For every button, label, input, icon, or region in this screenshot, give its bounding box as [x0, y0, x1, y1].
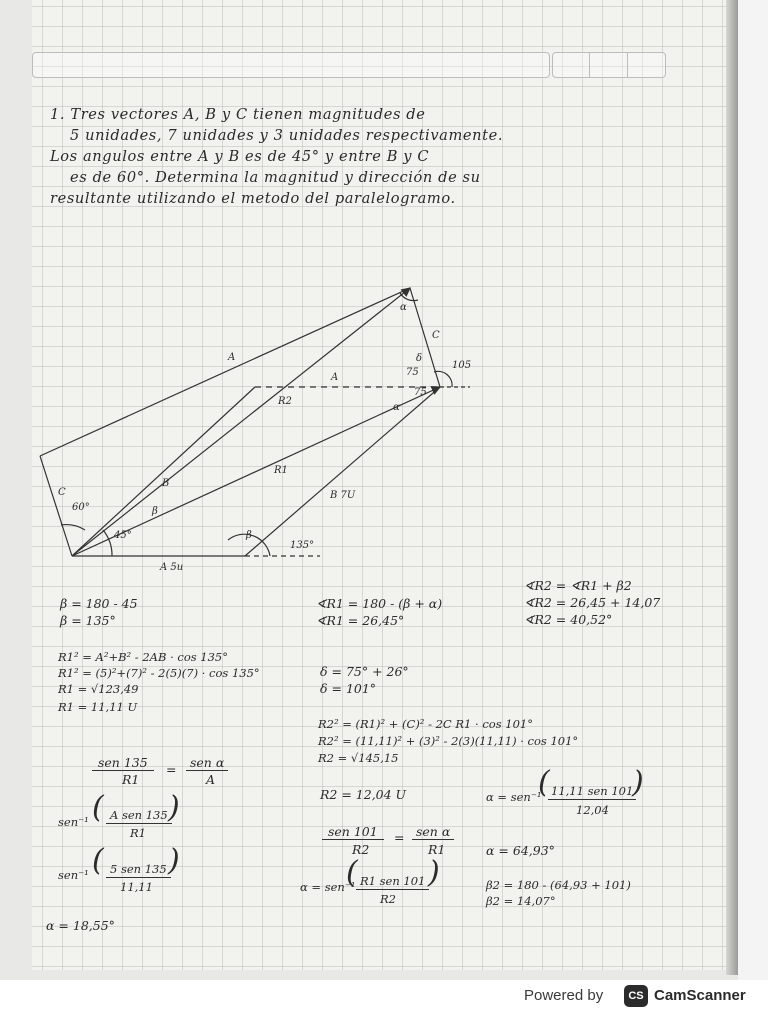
beta-left-label: β — [152, 506, 158, 517]
asin1-num: A sen 135 — [106, 808, 172, 824]
asin3-den: R2 — [380, 892, 396, 906]
r2-eq-1: R2² = (R1)² + (C)² - 2C R1 · cos 101° — [318, 717, 533, 731]
angle-60-label: 60° — [72, 502, 90, 513]
angle-105-label: 105 — [452, 360, 472, 371]
r2-eq-3: R2 = √145,15 — [318, 751, 399, 765]
problem-line: es de 60°. Determina la magnitud y dirección de su — [70, 169, 481, 186]
alpha-mid-label: α — [393, 402, 400, 413]
asin4-den: 12,04 — [576, 803, 609, 817]
r1-eq-3: R1 = √123,49 — [58, 682, 139, 696]
r2-result: R2 = 12,04 U — [320, 787, 407, 802]
angle-r1-eq-1: ∢R1 = 180 - (β + α) — [316, 596, 443, 611]
vector-c-left-label: C — [58, 487, 66, 498]
delta-label: δ — [416, 353, 423, 364]
camscanner-logo-icon: CS — [624, 985, 648, 1007]
r1-eq-2: R1² = (5)²+(7)² - 2(5)(7) · cos 135° — [58, 666, 260, 680]
asin1-paren-close: ) — [168, 790, 180, 825]
problem-line: 5 unidades, 7 unidades y 3 unidades respectivamente. — [70, 127, 504, 144]
asin1-paren-open: ( — [92, 790, 104, 825]
asin3-paren-close: ) — [428, 855, 440, 890]
alpha-top-label: α — [400, 302, 407, 313]
angle-r2-eq-2: ∢R2 = 26,45 + 14,07 — [524, 595, 661, 610]
beta-bottom-label: β — [246, 530, 252, 541]
problem-line: resultante utilizando el metodo del paralelogramo. — [50, 190, 456, 207]
sines2-right-den: R1 — [428, 842, 446, 857]
sines1-right-den: A — [206, 772, 216, 787]
angle-r1-eq-2: ∢R1 = 26,45° — [316, 613, 405, 628]
r1-label: R1 — [274, 465, 288, 476]
asin4-prefix: α = sen⁻¹ — [486, 790, 542, 804]
vector-b-line — [72, 387, 255, 556]
sines2-eq: = — [394, 830, 405, 845]
asin2-paren-open: ( — [92, 843, 104, 878]
r1-eq-1: R1² = A²+B² - 2AB · cos 135° — [58, 650, 229, 664]
asin2-den: 11,11 — [120, 880, 153, 894]
angle-75-label: 75 — [406, 367, 419, 378]
asin2-prefix: sen⁻¹ — [58, 868, 89, 882]
camscanner-brand: CamScanner — [654, 987, 746, 1004]
beta-eq-2: β = 135° — [60, 613, 116, 628]
sines1-eq: = — [166, 762, 177, 777]
sines1-right-num: sen α — [186, 755, 228, 771]
alpha-result: α = 18,55° — [46, 918, 115, 933]
problem-line: 1. Tres vectores A, B y C tienen magnitudes de — [50, 106, 426, 123]
asin4-paren-open: ( — [538, 765, 550, 800]
delta-eq-2: δ = 101° — [320, 681, 377, 696]
angle-45-arc — [103, 530, 112, 556]
asin1-prefix: sen⁻¹ — [58, 815, 89, 829]
vector-b-label: B — [162, 478, 170, 489]
vector-a-upper-label: A — [228, 352, 236, 363]
beta-eq-1: β = 180 - 45 — [60, 596, 138, 611]
r1-eq-4: R1 = 11,11 U — [58, 700, 138, 714]
sines2-right-num: sen α — [412, 824, 454, 840]
angle-r2-eq-1: ∢R2 = ∢R1 + β2 — [524, 578, 632, 593]
beta2-eq-1: β2 = 180 - (64,93 + 101) — [486, 878, 631, 892]
delta-eq-1: δ = 75° + 26° — [320, 664, 409, 679]
problem-line: Los angulos entre A y B es de 45° y entre B y C — [50, 148, 430, 165]
asin2-paren-close: ) — [168, 843, 180, 878]
asin1-den: R1 — [130, 826, 146, 840]
asin4-paren-close: ) — [632, 765, 644, 800]
powered-by-text: Powered by — [524, 987, 604, 1004]
asin3-paren-open: ( — [346, 855, 358, 890]
asin3-prefix: α = sen⁻¹ — [300, 880, 356, 894]
sines2-left-den: R2 — [352, 842, 370, 857]
sines2-left-num: sen 101 — [322, 824, 384, 840]
r2-label: R2 — [278, 396, 292, 407]
r2-eq-2: R2² = (11,11)² + (3)² - 2(3)(11,11) · cos 101° — [318, 734, 579, 748]
angle-45-label: 45° — [114, 530, 132, 541]
vector-c-label: C — [432, 330, 440, 341]
resultant-r2-line — [72, 288, 410, 556]
vector-a-top-label: A — [331, 372, 339, 383]
angle-135-label: 135° — [290, 540, 315, 551]
sines1-left-den: R1 — [122, 772, 140, 787]
angle-60-arc — [61, 525, 85, 530]
asin2-num: 5 sen 135 — [106, 862, 171, 878]
b-magnitude-label: B 7U — [330, 490, 356, 501]
angle-105-arc — [434, 371, 452, 387]
angle-75b-label: 75 — [414, 387, 427, 398]
sines1-left-num: sen 135 — [92, 755, 154, 771]
footer-bar — [0, 980, 768, 1024]
angle-r2-eq-3: ∢R2 = 40,52° — [524, 612, 613, 627]
a-magnitude-label: A 5u — [160, 562, 184, 573]
beta2-eq-2: β2 = 14,07° — [486, 894, 556, 908]
vector-c-left-line — [40, 456, 72, 556]
asin4-num: 11,11 sen 101 — [548, 784, 636, 800]
vector-a-upper-line — [40, 288, 410, 456]
alpha2-result: α = 64,93° — [486, 843, 555, 858]
asin3-num: R1 sen 101 — [356, 874, 429, 890]
